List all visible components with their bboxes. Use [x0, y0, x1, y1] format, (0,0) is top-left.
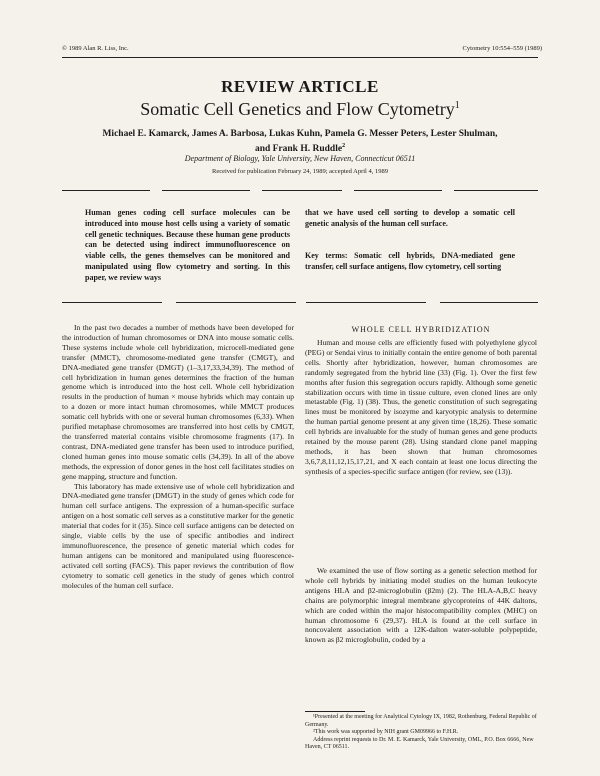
authors: [70, 128, 530, 155]
header-copyright: © 1989 Alan R. Liss, Inc.: [62, 45, 129, 52]
body-right-paragraph-1: Human and mouse cells are efficiently fused with polyethylene glycol (PEG) or Sendai virus to initially contain the entire genome of both parental cells. Shortly after hybridization, however, human chromosomes are randomly segregated from the hybrid line (33) (Fig. 1). Over the first few months after fusion this segregation occurs rapidly. Although some genetic stabilization occurs with time in tissue culture, even cloned lines are only metastable (Fig. 1) (38). Thus, the genetic constitution of such segregating lines must be monitored by isozyme and karyotypic analysis to determine the human partial genome present at any given time (18,26). These somatic cell hybrids are invaluable for the study of human genes and gene products retained by the mouse parent (28). Using standard clone panel mapping methods, it has been shown that human chromosomes 3,6,7,8,11,12,15,17,21, and X each contain at least one locus directing the synthesis of a species-specific surface antigen (for review, see (13)).: [305, 338, 537, 476]
abstract-rule-bottom-4: [440, 302, 538, 303]
article-title-text: Somatic Cell Genetics and Flow Cytometry: [140, 99, 455, 119]
section-heading: WHOLE CELL HYBRIDIZATION: [351, 325, 491, 334]
footnote-3: Address reprint requests to Dr. M. E. Kamarck, Yale University, OML, P.O. Box 6666, New Haven, CT 06511.: [305, 736, 534, 750]
keywords: Key terms: Somatic cell hybrids, DNA-mediated gene transfer, cell surface antigens, flow cytometry, cell sorting: [305, 251, 515, 271]
authors-line2-text: and Frank H. Ruddle: [254, 144, 343, 155]
header-rule: [62, 57, 538, 58]
abstract-right: that we have used cell sorting to develop a somatic cell genetic analysis of the human cell surface.: [305, 208, 515, 228]
authors-line1: Michael E. Kamarck, James A. Barbosa, Lukas Kuhn, Pamela G. Messer Peters, Lester Shulman,: [102, 129, 498, 139]
section-label: REVIEW ARTICLE: [221, 77, 379, 96]
abstract-rule-bottom-2: [176, 302, 296, 303]
footnote-rule: [305, 711, 365, 712]
abstract-left: Human genes coding cell surface molecules can be introduced into mouse host cells using a variety of somatic cell genetic techniques. Because these human gene products can be detected using indirect immunofluorescence on viable cells, the genes themselves can be monitored and manipulated using flow cytometry and sorting. In this paper, we review ways: [85, 208, 290, 282]
article-title: [0, 99, 600, 120]
title-footnote-mark: 1: [454, 100, 460, 111]
abstract-rule-top-2: [162, 190, 250, 191]
header-journal: Cytometry 10:554–559 (1989): [462, 45, 542, 52]
authors-line2: [70, 140, 530, 155]
body-left-column: [62, 323, 294, 590]
authors-footnote-mark: 2: [342, 143, 346, 149]
abstract-rule-top-3: [262, 190, 342, 191]
body-left-paragraph-1: In the past two decades a number of methods have been developed for the introduction of human chromosomes or DNA into mouse somatic cells. These systems include whole cell hybridization, microcell-mediated gene transfer (MMCT), chromosome-mediated gene transfer (CMGT), and DNA-mediated gene transfer (DMGT) (1–3,17,33,34,39). The method of cell hybridization in human genes determines the fraction of the human genome which is introduced into the host cell. Whole cell hybridization results in the production of human × mouse hybrids which may contain up to a dozen or more intact human chromosomes, while MMCT produces somatic cell hybrids with one or several human chromosomes (6,33). When purified metaphase chromosomes are transferred into host cells by CMGT, the transferred material contains visible chromosome fragments (17). In contrast, DNA-mediated gene transfer has been used to introduce purified, cloned human genes into mouse somatic cells (34,39). In all of the above methods, the expression of donor genes in the host cell facilitates studies on gene mapping, structure and function.: [62, 323, 294, 481]
affiliation: Department of Biology, Yale University, New Haven, Connecticut 06511: [184, 154, 416, 163]
abstract-rule-top-1: [62, 190, 150, 191]
body-right-column-2: [305, 566, 537, 645]
abstract-rule-top-5: [454, 190, 538, 191]
body-left-paragraph-2: This laboratory has made extensive use of whole cell hybridization and DNA-mediated gene transfer (DMGT) in the study of genes which code for human cell surface antigens. The expression of a human-specific surface antigen on a host somatic cell serves as a constitutive marker for the genetic material that codes for it (35). Since cell surface antigens can be detected on single, viable cells by the use of specific antibodies and indirect immunofluorescence, the presence of genetic material which codes for human antigens can be monitored and manipulated using fluorescence-activated cell sorting (FACS). This paper reviews the contribution of flow cytometry to somatic cell genetics in the study of genes which control molecules of the human cell surface.: [62, 481, 294, 590]
footnotes: [305, 714, 537, 752]
abstract-rule-bottom-1: [62, 302, 162, 303]
body-right-column-1: [305, 338, 537, 477]
footnote-2: ²This work was supported by NIH grant GM09966 to F.H.R.: [313, 729, 459, 735]
received-date: Received for publication February 24, 1989; accepted April 4, 1989: [212, 168, 388, 175]
abstract-rule-top-4: [354, 190, 442, 191]
abstract-rule-bottom-3: [306, 302, 426, 303]
footnote-1: ¹Presented at the meeting for Analytical Cytology IX, 1982, Rothenburg, Federal Republic of Germany.: [305, 714, 537, 728]
body-right-paragraph-2: We examined the use of flow sorting as a genetic selection method for whole cell hybrids by initiating model studies on the human leukocyte antigens HLA and β2-microglobulin (β2m) (2). The HLA-A,B,C heavy chains are polymorphic integral membrane glycoproteins of 44K daltons, which are coded within the major histocompatibility complex (MHC) on human chromosome 6 (29,37). HLA is found at the cell surface in noncovalent association with a 12K-dalton water-soluble polypeptide, known as β2 microglobulin, coded by a: [305, 566, 537, 645]
